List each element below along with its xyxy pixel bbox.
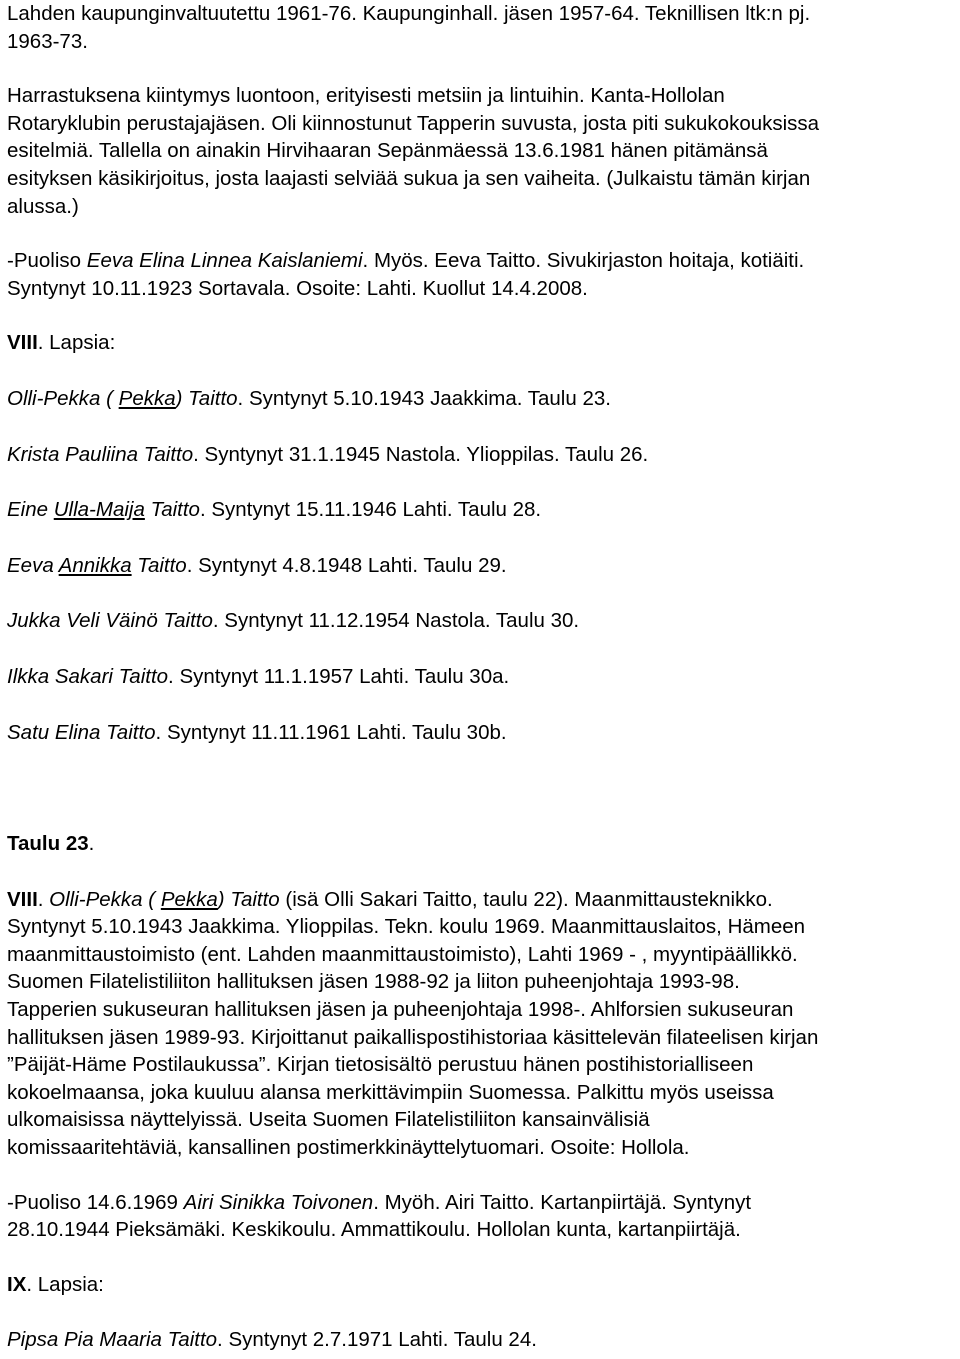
child-details: . Syntynyt 11.1.1957 Lahti. Taulu 30a. xyxy=(168,664,510,688)
child-entry xyxy=(7,607,953,635)
children-list xyxy=(7,385,953,746)
child-entry xyxy=(7,663,953,691)
spouse2-name: Airi Sinikka Toivonen xyxy=(183,1190,374,1214)
child-details: . Syntynyt 31.1.1945 Nastola. Ylioppilas. Taulu 26. xyxy=(193,442,649,466)
child-name: Satu Elina Taitto xyxy=(7,720,156,744)
table-heading: Taulu 23. xyxy=(7,832,95,856)
child-details: . Syntynyt 15.11.1946 Lahti. Taulu 28. xyxy=(199,498,542,522)
table-body-line: ulkomaisissa näyttelyissä. Useita Suomen Filatelistiliiton kansainvälisiä xyxy=(7,1108,650,1132)
hobbies-paragraph xyxy=(7,82,953,220)
child-name: Pipsa Pia Maaria Taitto xyxy=(7,1328,218,1352)
child-details: . Syntynyt 5.10.1943 Jaakkima. Taulu 23. xyxy=(237,386,611,410)
children-label: . Lapsia: xyxy=(37,331,116,355)
document-page xyxy=(7,0,953,1354)
spouse-prefix: -Puoliso xyxy=(7,249,87,273)
table-body-line: Tapperien sukuseuran hallituksen jäsen ja puheenjohtaja 1998-. Ahlforsien sukuseuran xyxy=(7,998,794,1022)
table-body-line: Suomen Filatelistiliiton hallituksen jäsen 1988-92 ja liiton puheenjohtaja 1993-98. xyxy=(7,970,740,994)
table-body-line: ”Päijät-Häme Postilaukussa”. Kirjan tietosisältö perustuu hänen postihistorialliseen xyxy=(7,1053,754,1077)
generation-numeral: VIII xyxy=(7,331,38,355)
spouse2-line-2: 28.10.1944 Pieksämäki. Keskikoulu. Ammattikoulu. Hollolan kunta, kartanpiirtäjä. xyxy=(7,1218,741,1242)
child-entry xyxy=(7,441,953,469)
spouse-details: . Myös. Eeva Taitto. Sivukirjaston hoitaja, kotiäiti. xyxy=(362,249,805,273)
child-name: Krista Pauliina Taitto xyxy=(7,442,194,466)
child-details: . Syntynyt 4.8.1948 Lahti. Taulu 29. xyxy=(186,553,507,577)
table-body-line: komissaaritehtäviä, kansallinen postimerkkinäyttelytuomari. Osoite: Hollola. xyxy=(7,1136,690,1160)
child-details: . Syntynyt 11.11.1961 Lahti. Taulu 30b. xyxy=(155,720,507,744)
spouse-line-2: Syntynyt 10.11.1923 Sortavala. Osoite: Lahti. Kuollut 14.4.2008. xyxy=(7,276,588,300)
child-entry xyxy=(7,496,953,524)
child-name: Jukka Veli Väinö Taitto xyxy=(7,609,213,633)
generation-numeral: VIII xyxy=(7,887,38,911)
spouse-name: Eeva Elina Linnea Kaislaniemi xyxy=(86,249,363,273)
spouse-paragraph xyxy=(7,247,953,302)
table-body-paragraph xyxy=(7,886,953,1162)
spouse2-line-1: -Puoliso 14.6.1969 Airi Sinikka Toivonen. Myöh. Airi Taitto. Kartanpiirtäjä. Syntynyt xyxy=(7,1190,752,1214)
intro-paragraph xyxy=(7,0,953,55)
table-body-line: hallituksen jäsen 1989-93. Kirjoittanut paikallispostihistoriaa käsittelevän filateelisen kirjan xyxy=(7,1025,819,1049)
table-body-line: kokoelmaansa, joka kuuluu alansa merkittävimpiin Suomessa. Palkittu myös useissa xyxy=(7,1080,774,1104)
child-entry-2 xyxy=(7,1326,953,1354)
hobbies-line: Harrastuksena kiintymys luontoon, erityisesti metsiin ja lintuihin. Kanta-Hollolan xyxy=(7,84,725,108)
intro-line-1: Lahden kaupunginvaltuutettu 1961-76. Kaupunginhall. jäsen 1957-64. Teknillisen ltk:n pj. xyxy=(7,2,811,25)
spouse-paragraph-2 xyxy=(7,1189,953,1244)
spouse-line-1 xyxy=(7,247,953,275)
child-name: Eeva Annikka Taitto xyxy=(7,553,187,577)
child-details: . Syntynyt 2.7.1971 Lahti. Taulu 24. xyxy=(217,1328,537,1352)
table-body-line: maanmittaustoimisto (ent. Lahden maanmittaustoimisto), Lahti 1969 - , myyntipäällikkö. xyxy=(7,942,798,966)
children-header-2: IX. Lapsia: xyxy=(7,1272,104,1296)
person-name: Olli-Pekka ( Pekka) Taitto xyxy=(49,887,280,911)
hobbies-line: esityksen käsikirjoitus, josta laajasti selviää sukua ja sen vaiheita. (Julkaistu tämän kirjan xyxy=(7,166,811,190)
child-name: Olli-Pekka ( Pekka) Taitto xyxy=(7,386,238,410)
hobbies-line: esitelmiä. Tallella on ainakin Hirvihaaran Sepänmäessä 13.6.1981 hänen pitämänsä xyxy=(7,139,768,163)
intro-line-2: 1963-73. xyxy=(7,29,88,53)
table-body-line: Syntynyt 5.10.1943 Jaakkima. Ylioppilas. Tekn. koulu 1969. Maanmittauslaitos, Hämeen xyxy=(7,915,806,939)
child-entry xyxy=(7,385,953,413)
hobbies-line: Rotaryklubin perustajajäsen. Oli kiinnostunut Tapperin suvusta, josta piti sukukokouksissa xyxy=(7,111,820,135)
child-entry xyxy=(7,719,953,747)
table-body-line-1: VIII. Olli-Pekka ( Pekka) Taitto (isä Olli Sakari Taitto, taulu 22). Maanmittausteknikko. xyxy=(7,887,773,911)
children-header xyxy=(7,329,953,357)
child-name: Eine Ulla-Maija Taitto xyxy=(7,498,200,522)
hobbies-line: alussa.) xyxy=(7,194,79,218)
child-details: . Syntynyt 11.12.1954 Nastola. Taulu 30. xyxy=(212,609,580,633)
generation-numeral: IX xyxy=(7,1272,27,1296)
table-heading-title: Taulu 23 xyxy=(7,832,89,856)
child-name: Ilkka Sakari Taitto xyxy=(7,664,169,688)
child-entry xyxy=(7,552,953,580)
